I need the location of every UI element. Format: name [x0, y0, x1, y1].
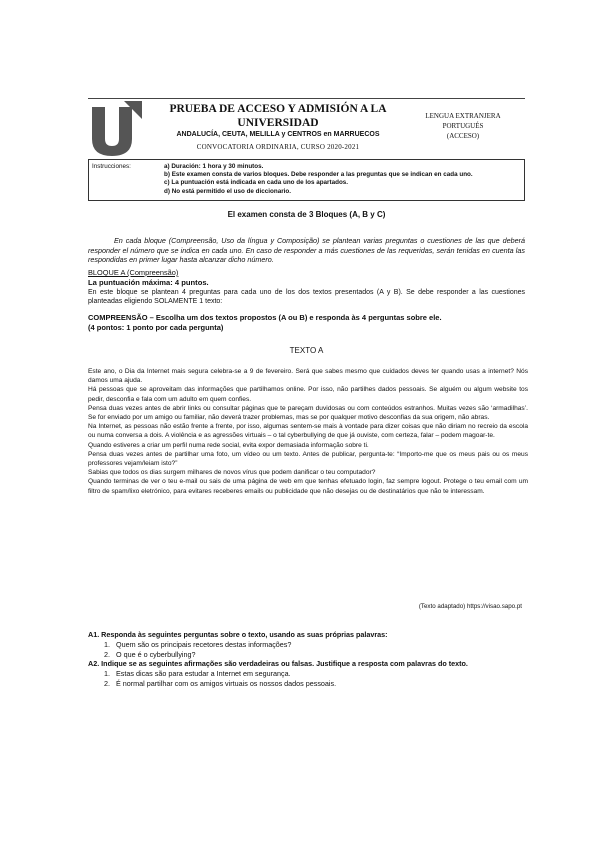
instruction-item: b) Este examen consta de varios bloques. Debe responder a las preguntas que se indican en cada uno. — [164, 171, 473, 179]
question-a1-item-2 — [88, 650, 528, 660]
header-rule — [88, 98, 525, 99]
subject-line2: PORTUGUÉS — [442, 122, 484, 130]
block-a-description: En este bloque se plantean 4 preguntas para cada uno de los dos textos presentados (A y B). Se debe responder a las cuestiones planteadas eligiendo SOLAMENTE 1 texto: — [88, 289, 525, 306]
logo-letter-u — [92, 107, 132, 156]
text-paragraph: Pensa duas vezes antes de partilhar uma foto, um vídeo ou um texto. Antes de publicar, pergunta-te: “Importo-me que os meus pais ou os meus professores vejam/leiam isto?” — [88, 450, 528, 468]
title-line1: PRUEBA DE ACCESO Y ADMISIÓN A LA — [169, 103, 387, 115]
text-paragraph: Sabias que todos os dias surgem milhares de novos vírus que podem danificar o teu computador? — [88, 469, 376, 477]
text-a-title: TEXTO A — [289, 346, 324, 355]
question-a2-item-2 — [88, 679, 528, 689]
instructions-list — [164, 163, 473, 196]
block-a-max-score: La puntuación máxima: 4 puntos. — [88, 278, 209, 287]
instruction-item: d) No está permitido el uso de diccionario. — [164, 187, 292, 195]
subject-line1: LENGUA EXTRANJERA — [425, 112, 501, 120]
question-a1-heading: A1. Responda às seguintes perguntas sobre o texto, usando as suas próprias palavras: — [88, 630, 388, 639]
subject-line3: (ACCESO) — [446, 132, 480, 140]
comprehension-line1: COMPREENSÃO – Escolha um dos textos propostos (A ou B) e responda às 4 perguntas sobre ele. — [88, 313, 442, 322]
title-line2: UNIVERSIDAD — [237, 117, 319, 129]
block-a-title: BLOQUE A (Compreensão) — [88, 268, 179, 277]
comprehension-line2: (4 pontos: 1 ponto por cada pergunta) — [88, 323, 224, 332]
instruction-item: c) La puntuación está indicada en cada uno de los apartados. — [164, 179, 349, 187]
questions-section — [88, 630, 528, 689]
item-text: É normal partilhar com os amigos virtuais os nossos dados pessoais. — [116, 678, 337, 688]
page-title — [148, 102, 408, 130]
item-number: 2. — [104, 649, 110, 659]
university-logo — [88, 101, 144, 157]
item-number: 1. — [104, 669, 110, 679]
question-a1-item-1 — [88, 640, 528, 650]
call-subtitle: CONVOCATORIA ORDINARIA, CURSO 2020-2021 — [196, 143, 360, 151]
instructions-label: Instrucciones: — [92, 163, 131, 170]
text-paragraph: Quando estiveres a criar um perfil numa rede social, evita expor demasiada informação sobre ti. — [88, 441, 369, 449]
instruction-item: a) Duración: 1 hora y 30 minutos. — [164, 163, 264, 170]
item-number: 2. — [104, 678, 110, 688]
intro-paragraph: En cada bloque (Compreensão, Uso da língua y Composição) se plantean varias preguntas o cuestiones de las que deberá responder el número que se indica en cada uno. En caso de responder a más cuestiones de las requeridas, serán tenidas en cuenta las respondidas en primer lugar hasta alcanzar dicho número. — [88, 236, 525, 265]
item-number: 1. — [104, 639, 110, 649]
comprehension-heading — [88, 313, 525, 333]
text-paragraph: Há pessoas que se aproveitam das informações que partilhamos online. Por isso, não partilhes dados pessoais. Se alguém ou algum website tos pedir, desconfia e fala com um adulto em quem confies. — [88, 386, 528, 403]
text-paragraph: Este ano, o Dia da Internet mais segura celebra-se a 9 de fevereiro. Será que sabes mesmo que cuidados deves ter quando usas a internet? Nós damos uma ajuda. — [88, 368, 528, 385]
text-a-body — [88, 367, 528, 496]
exam-heading: El examen consta de 3 Bloques (A, B y C) — [227, 210, 386, 219]
text-paragraph: Quando terminas de ver o teu e-mail ou sais de uma página de web em que tenhas efetuado login, faz sempre logout. Protege o teu email com um filtro de spam/lixo eletrónico, para evitares receberes emails ou publicidade que não desejas ou de destinatários que não te interessam. — [88, 478, 528, 495]
question-a2-heading: A2. Indique se as seguintes afirmações são verdadeiras ou falsas. Justifique a resposta com palavras do texto. — [88, 659, 468, 669]
text-paragraph: Pensa duas vezes antes de abrir links ou consultar páginas que te pareçam duvidosas ou com conteúdos estranhos. Muitas vezes são ‘armadilhas’. Se for enviado por um amigo ou familiar, não deverá trazer problemas, mas se por qualquer motivo desconfias da sua origem, não abras. — [88, 404, 528, 422]
item-text: Estas dicas são para estudar a Internet em segurança. — [116, 669, 291, 679]
text-paragraph: Na Internet, as pessoas não estão frente a frente, por isso, algumas sentem-se mais à vontade para dizer coisas que não diriam no recreio da escola ou numa conversa a dois. A violência e as agressões virtuais – o tal cyberbullying de que já ouviste, com certeza, falar – podem magoar-te. — [88, 423, 528, 440]
question-a2-item-1 — [88, 669, 528, 679]
text-source: (Texto adaptado) https://visao.sapo.pt — [418, 603, 522, 610]
item-text: Quem são os principais recetores destas informações? — [116, 639, 292, 649]
region-subtitle: ANDALUCÍA, CEUTA, MELILLA y CENTROS en MARRUECOS — [176, 131, 380, 138]
subject-label — [408, 111, 518, 141]
item-text: O que é o cyberbullying? — [116, 649, 196, 659]
